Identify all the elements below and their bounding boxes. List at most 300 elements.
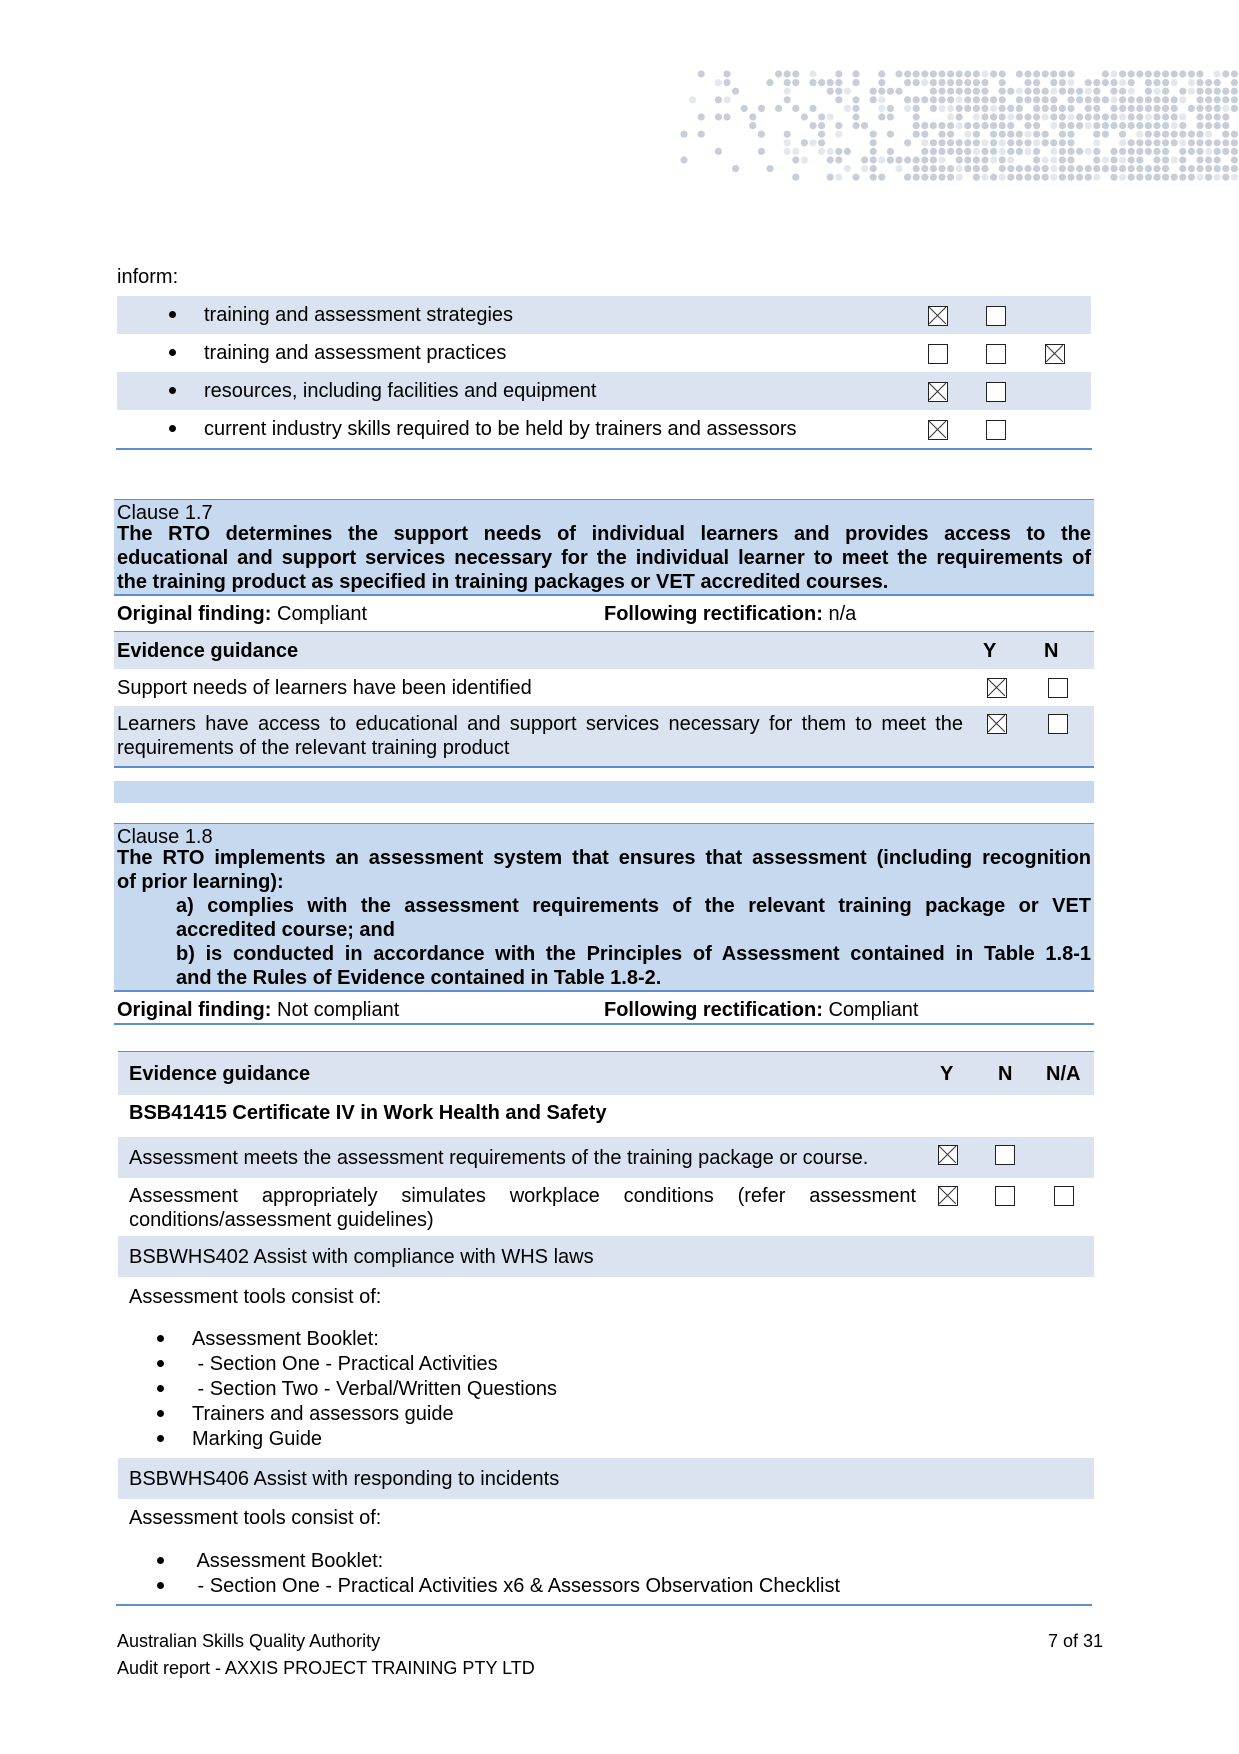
decorative-dot	[913, 131, 920, 138]
original-finding-1-8	[117, 998, 399, 1022]
decorative-dot	[878, 88, 885, 95]
decorative-dot	[1033, 113, 1040, 120]
rule	[116, 1604, 1092, 1606]
decorative-dot	[1067, 88, 1074, 95]
decorative-dot	[1007, 156, 1014, 163]
decorative-dot	[1188, 174, 1195, 181]
decorative-dot	[1162, 122, 1169, 129]
decorative-dot	[1136, 105, 1143, 112]
assessment-tools-label: Assessment tools consist of:	[129, 1286, 382, 1308]
evidence-row-text: Learners have access to educational and support services necessary for them to meet the	[117, 713, 963, 735]
decorative-dot	[844, 105, 851, 112]
decorative-dot	[1042, 131, 1049, 138]
decorative-dot	[990, 70, 997, 77]
decorative-dot	[809, 70, 816, 77]
decorative-dot	[1050, 139, 1057, 146]
decorative-dot	[809, 122, 816, 129]
decorative-dot	[1024, 131, 1031, 138]
decorative-dot	[990, 96, 997, 103]
no-checkbox[interactable]	[1048, 714, 1068, 734]
decorative-dot	[1162, 174, 1169, 181]
decorative-dot	[1093, 131, 1100, 138]
decorative-dot	[1093, 139, 1100, 146]
decorative-dot	[809, 79, 816, 86]
decorative-dot	[1059, 88, 1066, 95]
following-rectification-1-7	[604, 602, 856, 626]
decorative-dot	[827, 174, 834, 181]
clause-1-8-line: The RTO implements an assessment system that ensures that assessment (including recognition	[117, 847, 1091, 869]
decorative-dot	[1153, 70, 1160, 77]
decorative-dot	[1153, 131, 1160, 138]
decorative-dot	[887, 105, 894, 112]
bullet-icon	[157, 1385, 164, 1392]
decorative-dot	[1196, 156, 1203, 163]
clause-1-8-title: Clause 1.8	[117, 826, 213, 848]
decorative-dot	[1179, 156, 1186, 163]
decorative-dot	[999, 148, 1006, 155]
no-checkbox[interactable]	[986, 344, 1006, 364]
decorative-dot	[1024, 165, 1031, 172]
col-y-heading: Y	[940, 1063, 954, 1085]
decorative-dot	[1162, 88, 1169, 95]
decorative-dot	[964, 70, 971, 77]
decorative-dot	[1033, 70, 1040, 77]
decorative-dot	[981, 165, 988, 172]
decorative-dot	[990, 156, 997, 163]
decorative-dot	[904, 70, 911, 77]
decorative-dot	[766, 79, 773, 86]
decorative-dot	[956, 79, 963, 86]
decorative-dot	[1179, 122, 1186, 129]
cross-mark-icon	[929, 307, 946, 324]
decorative-dot	[1076, 174, 1083, 181]
decorative-dot	[1196, 139, 1203, 146]
decorative-dot	[1110, 156, 1117, 163]
decorative-dot	[1214, 122, 1221, 129]
decorative-dot	[956, 122, 963, 129]
decorative-dot	[1205, 122, 1212, 129]
no-checkbox[interactable]	[995, 1186, 1015, 1206]
decorative-dot	[1059, 131, 1066, 138]
decorative-dot	[947, 174, 954, 181]
decorative-dot	[1153, 165, 1160, 172]
decorative-dot	[1119, 148, 1126, 155]
decorative-dot	[1042, 70, 1049, 77]
bullet-icon	[157, 1410, 164, 1417]
decorative-dot	[758, 131, 765, 138]
decorative-dot	[1128, 165, 1135, 172]
decorative-dot	[1024, 174, 1031, 181]
table-bottom-rule	[116, 448, 1092, 450]
decorative-dot	[1059, 139, 1066, 146]
decorative-dot	[1171, 156, 1178, 163]
decorative-dot	[852, 105, 859, 112]
decorative-dot	[947, 79, 954, 86]
decorative-dot	[999, 122, 1006, 129]
decorative-dot	[1145, 96, 1152, 103]
clause-1-8-sub-b: b) is conducted in accordance with the Principles of Assessment contained in Table 1.8-1	[176, 943, 1091, 965]
decorative-dot	[999, 131, 1006, 138]
decorative-dot	[809, 139, 816, 146]
yes-checked-checkbox[interactable]	[928, 306, 948, 326]
rule	[114, 766, 1094, 768]
decorative-dot	[956, 139, 963, 146]
decorative-dot	[1188, 70, 1195, 77]
decorative-dot	[921, 122, 928, 129]
decorative-dot	[904, 139, 911, 146]
decorative-dot	[973, 122, 980, 129]
decorative-dot	[1007, 131, 1014, 138]
rule	[114, 1023, 1094, 1025]
decorative-dot	[930, 88, 937, 95]
decorative-dot	[904, 156, 911, 163]
decorative-dot	[1231, 174, 1238, 181]
decorative-dot	[1136, 113, 1143, 120]
decorative-dot	[1050, 79, 1057, 86]
decorative-dot	[981, 156, 988, 163]
decorative-dot	[1042, 88, 1049, 95]
decorative-dot	[1067, 70, 1074, 77]
na-checked-checkbox[interactable]	[1045, 344, 1065, 364]
following-rectification-value: Compliant	[822, 999, 919, 1021]
decorative-dot	[1145, 131, 1152, 138]
decorative-dot	[981, 122, 988, 129]
decorative-dot	[1162, 96, 1169, 103]
decorative-dot	[964, 139, 971, 146]
decorative-dot	[1205, 165, 1212, 172]
decorative-dot	[1050, 156, 1057, 163]
decorative-dot	[1214, 165, 1221, 172]
decorative-dot	[1171, 105, 1178, 112]
decorative-dot	[835, 131, 842, 138]
decorative-dot	[1128, 88, 1135, 95]
decorative-dot	[835, 148, 842, 155]
decorative-dot	[1222, 148, 1229, 155]
decorative-dot	[904, 174, 911, 181]
decorative-dot	[870, 88, 877, 95]
decorative-dot	[964, 88, 971, 95]
decorative-dot	[1128, 113, 1135, 120]
decorative-dot	[1128, 148, 1135, 155]
unit-code-title: BSBWHS406 Assist with responding to incidents	[129, 1468, 560, 1490]
decorative-dot	[801, 156, 808, 163]
decorative-dot	[1033, 148, 1040, 155]
decorative-dot	[784, 148, 791, 155]
decorative-dot	[1196, 79, 1203, 86]
clause-1-7-line: the training product as specified in training packages or VET accredited courses.	[117, 571, 889, 593]
decorative-dot	[1179, 88, 1186, 95]
decorative-dot	[990, 148, 997, 155]
decorative-dot	[921, 70, 928, 77]
decorative-dot	[930, 148, 937, 155]
decorative-dot	[1033, 79, 1040, 86]
decorative-dot	[895, 70, 902, 77]
decorative-dot	[1153, 139, 1160, 146]
decorative-dot	[1007, 148, 1014, 155]
decorative-dot	[1188, 79, 1195, 86]
decorative-dot	[1059, 70, 1066, 77]
decorative-dot	[1093, 156, 1100, 163]
decorative-dot	[1042, 165, 1049, 172]
decorative-dot	[973, 174, 980, 181]
no-checkbox[interactable]	[986, 420, 1006, 440]
decorative-dot	[1153, 105, 1160, 112]
original-finding-label: Original finding:	[117, 603, 272, 625]
decorative-dot	[964, 79, 971, 86]
decorative-dot	[990, 113, 997, 120]
decorative-dot	[913, 122, 920, 129]
decorative-dot	[835, 88, 842, 95]
decorative-dot	[1128, 96, 1135, 103]
evidence-guidance-heading: Evidence guidance	[129, 1063, 311, 1085]
decorative-dot	[956, 156, 963, 163]
decorative-dot	[1050, 165, 1057, 172]
decorative-dot	[1179, 174, 1186, 181]
clause-1-7-box	[114, 500, 1094, 594]
decorative-dot	[852, 96, 859, 103]
decorative-dot	[1093, 79, 1100, 86]
decorative-dot	[1033, 105, 1040, 112]
decorative-dot	[981, 79, 988, 86]
decorative-dot	[861, 156, 868, 163]
decorative-dot	[1231, 165, 1238, 172]
decorative-dot	[818, 131, 825, 138]
original-finding-label: Original finding:	[117, 999, 272, 1021]
decorative-dot	[775, 105, 782, 112]
yes-checked-checkbox[interactable]	[928, 420, 948, 440]
no-checkbox[interactable]	[995, 1145, 1015, 1165]
decorative-dot	[723, 79, 730, 86]
decorative-dot	[938, 148, 945, 155]
decorative-dot	[1188, 148, 1195, 155]
decorative-dot	[792, 79, 799, 86]
decorative-dot	[680, 156, 687, 163]
decorative-dot	[1231, 70, 1238, 77]
decorative-dot	[1033, 96, 1040, 103]
decorative-dot	[1016, 70, 1023, 77]
decorative-dot	[844, 165, 851, 172]
decorative-dot	[904, 105, 911, 112]
decorative-dot	[852, 174, 859, 181]
decorative-dot	[1007, 105, 1014, 112]
yes-checkbox[interactable]	[928, 344, 948, 364]
decorative-dot	[930, 70, 937, 77]
decorative-dot	[1205, 131, 1212, 138]
decorative-dot	[1196, 174, 1203, 181]
decorative-dot	[1128, 70, 1135, 77]
decorative-dot	[999, 105, 1006, 112]
no-checkbox[interactable]	[986, 306, 1006, 326]
evidence-row-text: requirements of the relevant training product	[117, 737, 510, 759]
decorative-dot	[938, 122, 945, 129]
decorative-dot	[844, 88, 851, 95]
decorative-dot	[1153, 79, 1160, 86]
decorative-dot	[1050, 88, 1057, 95]
decorative-dot	[1162, 79, 1169, 86]
decorative-dot	[973, 131, 980, 138]
bullet-icon	[157, 1360, 164, 1367]
yes-checked-checkbox[interactable]	[987, 714, 1007, 734]
decorative-dot	[1093, 165, 1100, 172]
decorative-dot	[1153, 122, 1160, 129]
unit-row	[118, 1458, 1094, 1499]
decorative-dot	[878, 156, 885, 163]
decorative-dot	[878, 113, 885, 120]
decorative-dot	[1179, 70, 1186, 77]
decorative-dot	[689, 96, 696, 103]
decorative-dot	[792, 70, 799, 77]
clause-1-8-sub-b: and the Rules of Evidence contained in Table 1.8-2.	[176, 967, 662, 989]
decorative-dot	[1110, 113, 1117, 120]
decorative-dot	[1016, 113, 1023, 120]
inform-item-text: resources, including facilities and equipment	[204, 380, 597, 402]
col-n-heading: N	[998, 1063, 1013, 1085]
yes-checked-checkbox[interactable]	[938, 1145, 958, 1165]
bullet-icon	[157, 1557, 164, 1564]
decorative-dot	[749, 122, 756, 129]
clause-1-7-title: Clause 1.7	[117, 502, 213, 524]
decorative-dot	[1016, 96, 1023, 103]
decorative-dot	[1024, 70, 1031, 77]
decorative-dot	[999, 174, 1006, 181]
decorative-dot	[938, 105, 945, 112]
decorative-dot	[981, 148, 988, 155]
decorative-dot	[1205, 139, 1212, 146]
yes-checked-checkbox[interactable]	[928, 382, 948, 402]
decorative-dot	[947, 131, 954, 138]
decorative-dot	[1067, 131, 1074, 138]
decorative-dot	[1188, 131, 1195, 138]
decorative-dot	[1042, 105, 1049, 112]
decorative-dot	[818, 139, 825, 146]
decorative-dot	[1153, 96, 1160, 103]
clause-bottom-rule	[114, 990, 1094, 992]
decorative-dot	[1085, 105, 1092, 112]
decorative-dot	[964, 105, 971, 112]
decorative-dot	[1067, 122, 1074, 129]
decorative-dot	[1102, 122, 1109, 129]
decorative-dot	[801, 139, 808, 146]
decorative-dot	[852, 70, 859, 77]
decorative-dot	[792, 174, 799, 181]
decorative-dot	[1067, 148, 1074, 155]
decorative-dot	[1093, 122, 1100, 129]
decorative-dot	[801, 113, 808, 120]
decorative-dot	[827, 79, 834, 86]
decorative-dot	[1042, 174, 1049, 181]
evidence-header-1-8	[118, 1052, 1094, 1095]
decorative-dot	[698, 131, 705, 138]
yes-checked-checkbox[interactable]	[938, 1186, 958, 1206]
decorative-dot	[1007, 174, 1014, 181]
decorative-dot	[947, 88, 954, 95]
decorative-dot	[973, 79, 980, 86]
decorative-dot	[1205, 156, 1212, 163]
decorative-dot	[938, 174, 945, 181]
decorative-dot	[895, 88, 902, 95]
decorative-dot	[947, 70, 954, 77]
decorative-dot	[921, 174, 928, 181]
decorative-dot	[1007, 113, 1014, 120]
decorative-dot	[973, 96, 980, 103]
decorative-dot	[1059, 113, 1066, 120]
decorative-dot	[1179, 148, 1186, 155]
decorative-dot	[1128, 139, 1135, 146]
decorative-dot	[990, 122, 997, 129]
decorative-dot	[723, 70, 730, 77]
decorative-dot	[1205, 88, 1212, 95]
decorative-dot	[723, 96, 730, 103]
decorative-dot	[1145, 139, 1152, 146]
evidence-row-text: Support needs of learners have been identified	[117, 677, 532, 699]
decorative-dot	[1119, 105, 1126, 112]
decorative-dot	[1171, 113, 1178, 120]
decorative-dot	[715, 113, 722, 120]
decorative-dot	[1188, 139, 1195, 146]
decorative-dot	[938, 70, 945, 77]
decorative-dot	[981, 174, 988, 181]
decorative-dot	[1153, 156, 1160, 163]
na-checkbox[interactable]	[1054, 1186, 1074, 1206]
clause-1-7-line: educational and support services necessary for the individual learner to meet the requirements of	[117, 547, 1091, 569]
decorative-dot	[1128, 122, 1135, 129]
decorative-dot	[1093, 148, 1100, 155]
decorative-dot	[913, 165, 920, 172]
decorative-dot	[1050, 96, 1057, 103]
decorative-dot	[1214, 148, 1221, 155]
decorative-dot	[1145, 105, 1152, 112]
decorative-dot	[1136, 96, 1143, 103]
decorative-dot	[1179, 139, 1186, 146]
decorative-dot	[1042, 156, 1049, 163]
decorative-dot	[1214, 96, 1221, 103]
decorative-dot	[1153, 88, 1160, 95]
decorative-dot	[964, 131, 971, 138]
no-checkbox[interactable]	[986, 382, 1006, 402]
no-checkbox[interactable]	[1048, 678, 1068, 698]
decorative-dot	[1093, 105, 1100, 112]
decorative-dot	[698, 70, 705, 77]
decorative-dot	[1059, 148, 1066, 155]
decorative-dot	[1076, 122, 1083, 129]
decorative-dot	[913, 113, 920, 120]
decorative-dot	[1050, 105, 1057, 112]
cross-mark-icon	[1046, 345, 1063, 362]
unit-row	[118, 1236, 1094, 1277]
decorative-dot	[878, 174, 885, 181]
yes-checked-checkbox[interactable]	[987, 678, 1007, 698]
decorative-dot	[1024, 113, 1031, 120]
clause-1-8-sub-a: a) complies with the assessment requirements of the relevant training package or VET	[176, 895, 1091, 917]
decorative-dot	[1119, 131, 1126, 138]
decorative-dot	[1024, 139, 1031, 146]
decorative-dot	[1205, 79, 1212, 86]
decorative-dot	[1196, 105, 1203, 112]
decorative-dot	[956, 96, 963, 103]
decorative-dot	[1162, 70, 1169, 77]
assessment-tools-label: Assessment tools consist of:	[129, 1507, 382, 1529]
decorative-dot	[1171, 122, 1178, 129]
decorative-dot	[981, 70, 988, 77]
decorative-dot	[844, 148, 851, 155]
cross-mark-icon	[988, 679, 1005, 696]
decorative-dot	[1067, 113, 1074, 120]
decorative-dot	[878, 105, 885, 112]
decorative-dot	[1196, 88, 1203, 95]
decorative-dot	[835, 70, 842, 77]
decorative-dot	[818, 113, 825, 120]
decorative-dot	[1110, 70, 1117, 77]
